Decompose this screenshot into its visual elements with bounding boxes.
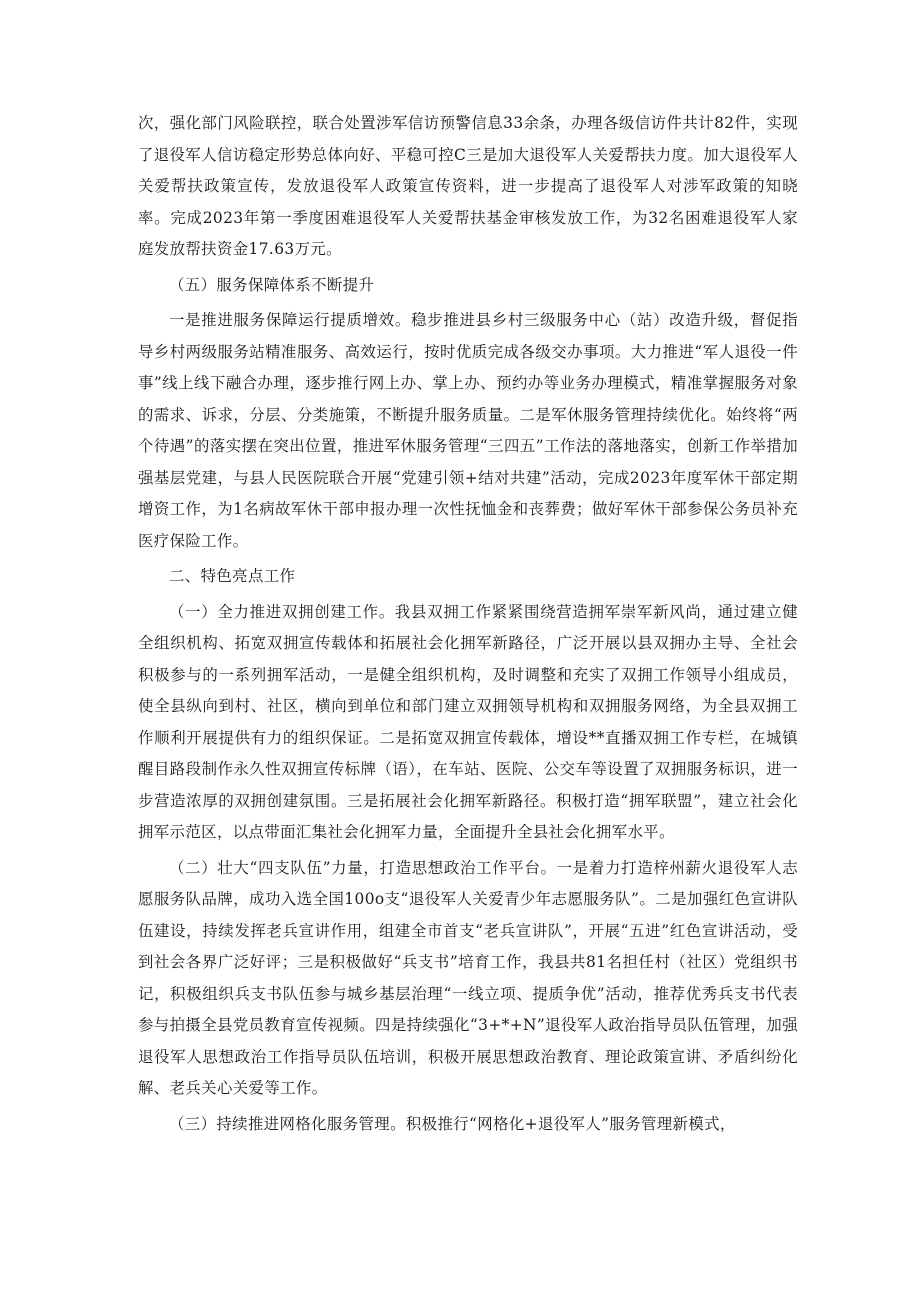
document-page: [138, 108, 798, 1144]
paragraph-service-guarantee: 一是推进服务保障运行提质增效。稳步推进县乡村三级服务中心（站）改造升级，督促指导乡村两级服务站精准服务、高效运行，按时优质完成各级交办事项。大力推进“军人退役一件事”线上线下融合办理，逐步推行网上办、掌上办、预约办等业务办理模式，精准掌握服务对象的需求、诉求，分层、分类施策，不断提升服务质量。二是军休服务管理持续优化。始终将“两个待遇”的落实摆在突出位置，推进军休服务管理“三四五”工作法的落地落实，创新工作举措加强基层党建，与县人民医院联合开展“党建引领+结对共建”活动，完成2023年度军休干部定期增资工作，为1名病故军休干部申报办理一次性抚恤金和丧葬费；做好军休干部参保公务员补充医疗保险工作。: [138, 311, 798, 550]
paragraph-four-teams: （二）壮大“四支队伍”力量，打造思想政治工作平台。一是着力打造梓州薪火退役军人志愿服务队品牌，成功入选全国100o支“退役军人关爱青少年志愿服务队”。二是加强红色宣讲队伍建设，持续发挥老兵宣讲作用，组建全市首支“老兵宣讲队”，开展“五进”红色宣讲活动，受到社会各界广泛好评；三是积极做好“兵支书”培育工作，我县共81名担任村（社区）党组织书记，积极组织兵支书队伍参与城乡基层治理“一线立项、提质争优”活动，推荐优秀兵支书代表参与拍摄全县党员教育宣传视频。四是持续强化“3+*+N”退役军人政治指导员队伍管理，加强退役军人思想政治工作指导员队伍培训，积极开展思想政治教育、理论政策宣讲、矛盾纠纷化解、老兵关心关爱等工作。: [138, 858, 798, 1097]
section-heading-two: 二、特色亮点工作: [169, 567, 296, 585]
paragraph-double-support: （一）全力推进双拥创建工作。我县双拥工作紧紧围绕营造拥军崇军新风尚，通过建立健全组织机构、拓宽双拥宣传载体和拓展社会化拥军新路径，广泛开展以县双拥办主导、全社会积极参与的一系列拥军活动，一是健全组织机构，及时调整和充实了双拥工作领导小组成员，使全县纵向到村、社区，横向到单位和部门建立双拥领导机构和双拥服务网络，为全县双拥工作顺利开展提供有力的组织保证。二是拓宽双拥宣传载体，增设**直播双拥工作专栏，在城镇醒目路段制作永久性双拥宣传标牌（语），在车站、医院、公交车等设置了双拥服务标识，进一步营造浓厚的双拥创建氛围。三是拓展社会化拥军新路径。积极打造“拥军联盟”，建立社会化拥军示范区，以点带面汇集社会化拥军力量，全面提升全县社会化拥军水平。: [138, 602, 798, 841]
section-heading-five: （五）服务保障体系不断提升: [169, 275, 375, 294]
paragraph-continuation: 次，强化部门风险联控，联合处置涉军信访预警信息33余条，办理各级信访件共计82件，实现了退役军人信访稳定形势总体向好、平稳可控C三是加大退役军人关爱帮扶力度。加大退役军人关爱帮扶政策宣传，发放退役军人政策宣传资料，进一步提高了退役军人对涉军政策的知晓率。完成2023年第一季度困难退役军人关爱帮扶基金审核发放工作，为32名困难退役军人家庭发放帮扶资金17.63万元。: [138, 114, 798, 258]
paragraph-grid-management: （三）持续推进网格化服务管理。积极推行“网格化+退役军人”服务管理新模式，: [169, 1114, 736, 1133]
